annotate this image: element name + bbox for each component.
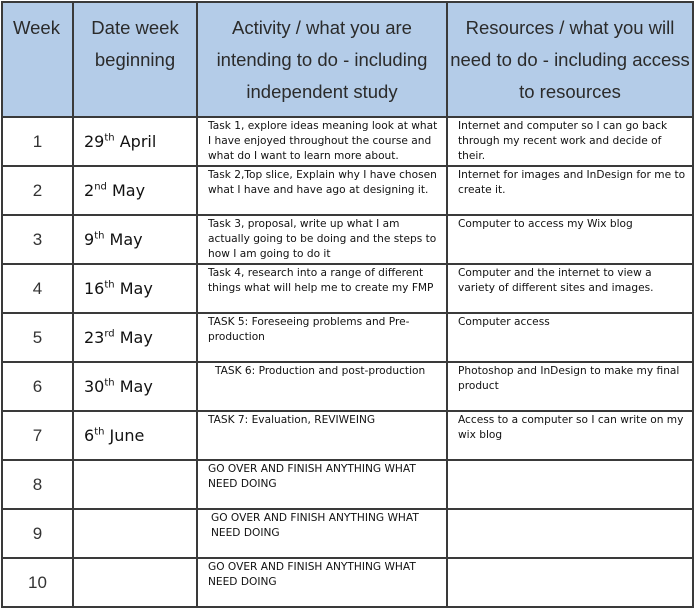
resources-cell: Internet for images and InDesign for me to create it. <box>447 166 693 215</box>
table-row <box>2 460 693 509</box>
table-row <box>2 362 693 411</box>
activity-cell: TASK 6: Production and post-production <box>197 362 447 411</box>
resources-cell <box>447 558 693 607</box>
week-number: 10 <box>2 558 73 607</box>
activity-cell: TASK 5: Foreseeing problems and Pre-production <box>197 313 447 362</box>
week-date: 9th May <box>73 215 197 264</box>
table-row <box>2 411 693 460</box>
resources-cell: Computer access <box>447 313 693 362</box>
header-row <box>2 2 693 117</box>
table-row <box>2 215 693 264</box>
week-date: 2nd May <box>73 166 197 215</box>
week-number: 4 <box>2 264 73 313</box>
week-date: 30th May <box>73 362 197 411</box>
week-number: 3 <box>2 215 73 264</box>
week-number: 1 <box>2 117 73 166</box>
week-number: 7 <box>2 411 73 460</box>
header-resources: Resources / what you will need to do - including access to resources <box>447 2 693 117</box>
week-date: 6th June <box>73 411 197 460</box>
table-row <box>2 558 693 607</box>
week-date: 23rd May <box>73 313 197 362</box>
activity-cell: Task 3, proposal, write up what I am actually going to be doing and the steps to how I am going to do it <box>197 215 447 264</box>
activity-cell: GO OVER AND FINISH ANYTHING WHAT NEED DOING <box>197 460 447 509</box>
table-row <box>2 313 693 362</box>
week-number: 5 <box>2 313 73 362</box>
week-number: 8 <box>2 460 73 509</box>
header-activity: Activity / what you are intending to do - including independent study <box>197 2 447 117</box>
activity-cell: Task 2,Top slice, Explain why I have chosen what I have and have ago at designing it. <box>197 166 447 215</box>
table-row <box>2 264 693 313</box>
table-row <box>2 117 693 166</box>
resources-cell: Computer and the internet to view a variety of different sites and images. <box>447 264 693 313</box>
week-number: 2 <box>2 166 73 215</box>
resources-cell <box>447 460 693 509</box>
header-date: Date week beginning <box>73 2 197 117</box>
resources-cell: Photoshop and InDesign to make my final product <box>447 362 693 411</box>
week-date <box>73 509 197 558</box>
week-date <box>73 558 197 607</box>
week-number: 9 <box>2 509 73 558</box>
resources-cell <box>447 509 693 558</box>
resources-cell: Computer to access my Wix blog <box>447 215 693 264</box>
project-plan-table <box>1 1 694 608</box>
activity-cell: TASK 7: Evaluation, REVIWEING <box>197 411 447 460</box>
header-week: Week <box>2 2 73 117</box>
resources-cell: Internet and computer so I can go back through my recent work and decide of their. <box>447 117 693 166</box>
activity-cell: GO OVER AND FINISH ANYTHING WHAT NEED DOING <box>197 509 447 558</box>
activity-cell: Task 1, explore ideas meaning look at what I have enjoyed throughout the course and what do I want to learn more about. <box>197 117 447 166</box>
week-date: 29th April <box>73 117 197 166</box>
resources-cell: Access to a computer so I can write on my wix blog <box>447 411 693 460</box>
week-number: 6 <box>2 362 73 411</box>
activity-cell: GO OVER AND FINISH ANYTHING WHAT NEED DOING <box>197 558 447 607</box>
week-date <box>73 460 197 509</box>
table-row <box>2 166 693 215</box>
table-row <box>2 509 693 558</box>
activity-cell: Task 4, research into a range of different things what will help me to create my FMP <box>197 264 447 313</box>
week-date: 16th May <box>73 264 197 313</box>
